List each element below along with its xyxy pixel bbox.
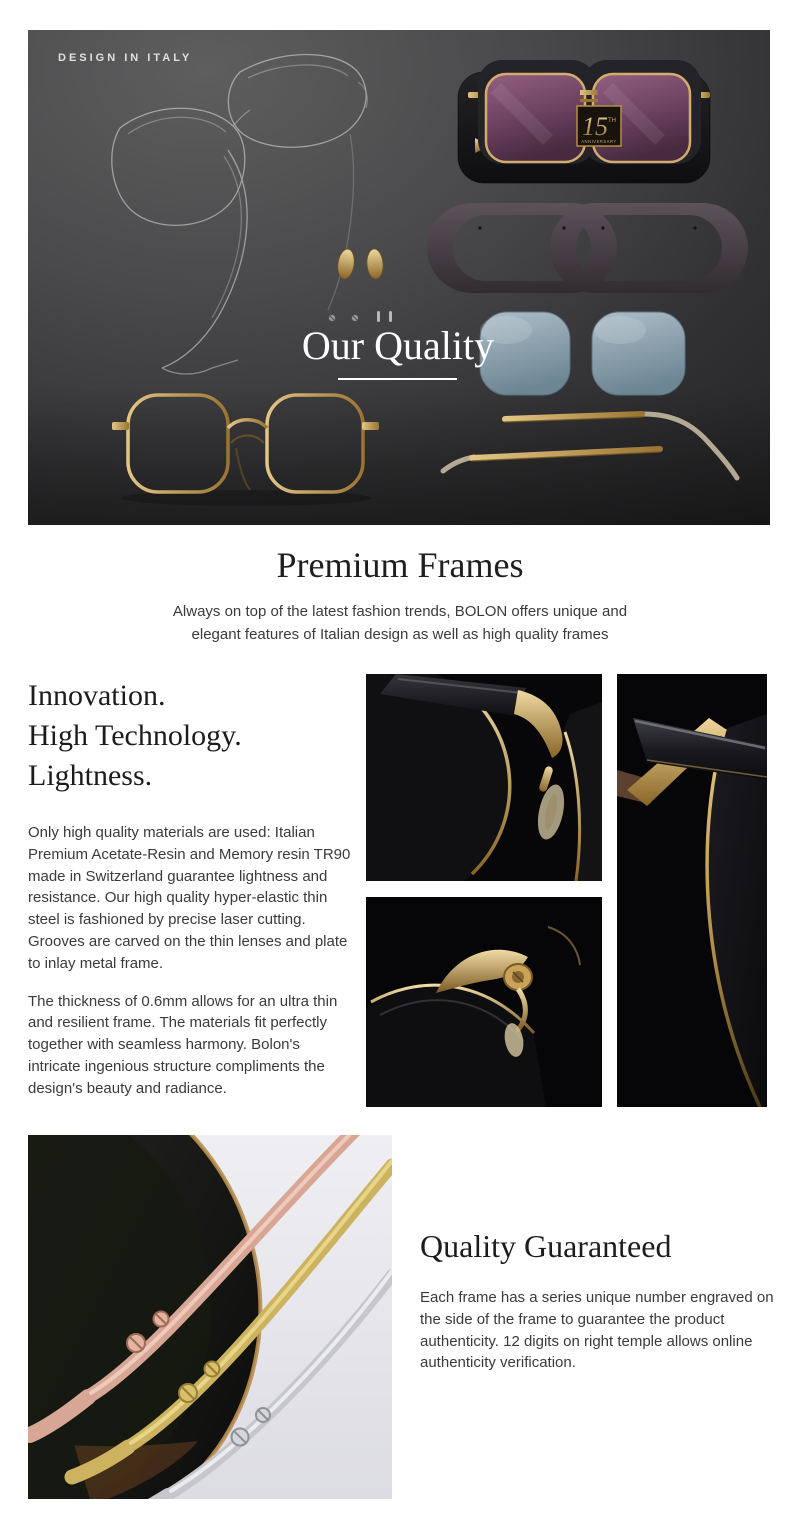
- product-detail-image-top: [366, 674, 602, 881]
- innovation-paragraph-1: Only high quality materials are used: Italian Premium Acetate-Resin and Memory resin TR90 made in Switzerland guarantee lightness and resistance. Our high quality hyper-elastic thin steel is fashioned by precise laser cutting. Grooves are carved on the thin lenses and plate to inlay metal frame.: [28, 824, 351, 972]
- quality-guaranteed-heading: Quality Guaranteed: [420, 1228, 672, 1264]
- section-title-premium-frames: Premium Frames: [276, 545, 524, 585]
- gold-frame-art: [112, 395, 379, 506]
- quality-guaranteed-paragraph: Each frame has a series unique number engraved on the side of the frame to guarantee the product authenticity. 12 digits on right temple allows online authenticity verification.: [420, 1289, 774, 1372]
- product-detail-image-side: [617, 674, 767, 1107]
- guarantee-art: [28, 1135, 392, 1499]
- innovation-heading: [28, 676, 352, 796]
- innovation-heading-line-3: Lightness.: [28, 759, 153, 792]
- temple-arms-art: [443, 414, 737, 478]
- innovation-heading-line-1: Innovation.: [28, 679, 166, 712]
- nose-pads-art: [336, 248, 384, 280]
- product-detail-image-bottom: [366, 897, 602, 1107]
- innovation-text-block: [28, 676, 352, 1116]
- premium-frames-subtitle: [0, 601, 800, 646]
- anniversary-badge-art: [577, 106, 621, 146]
- innovation-paragraph-2: The thickness of 0.6mm allows for an ultra thin and resilient frame. The materials fit perfectly together with seamless harmony. Bolon's intricate ingenious structure compliments the design's beauty and radiance.: [28, 992, 338, 1097]
- hero-art: [28, 30, 770, 525]
- hero-overlay-title: Our Quality: [301, 323, 495, 368]
- anniversary-number: 15: [582, 112, 608, 141]
- hero-banner: [28, 30, 770, 525]
- mirror-lenses-art: [480, 312, 685, 395]
- innovation-heading-line-2: High Technology.: [28, 719, 242, 752]
- quality-guaranteed-image: [28, 1135, 392, 1499]
- hero-title-underline: [338, 378, 457, 380]
- screws-art: [329, 311, 393, 322]
- clip-rims-art: [427, 203, 748, 293]
- anniversary-suffix: TH: [608, 118, 616, 124]
- subtitle-line-2: elegant features of Italian design as well as high quality frames: [191, 625, 609, 643]
- detail-side-art: [617, 674, 767, 1107]
- sunglasses-case-art: [458, 60, 710, 183]
- anniversary-label: ANNIVERSARY: [581, 139, 617, 144]
- detail-top-art: [366, 674, 602, 881]
- subtitle-line-1: Always on top of the latest fashion trends, BOLON offers unique and: [172, 603, 628, 620]
- detail-bottom-art: [366, 897, 602, 1107]
- design-in-italy-label: DESIGN IN ITALY: [58, 52, 193, 64]
